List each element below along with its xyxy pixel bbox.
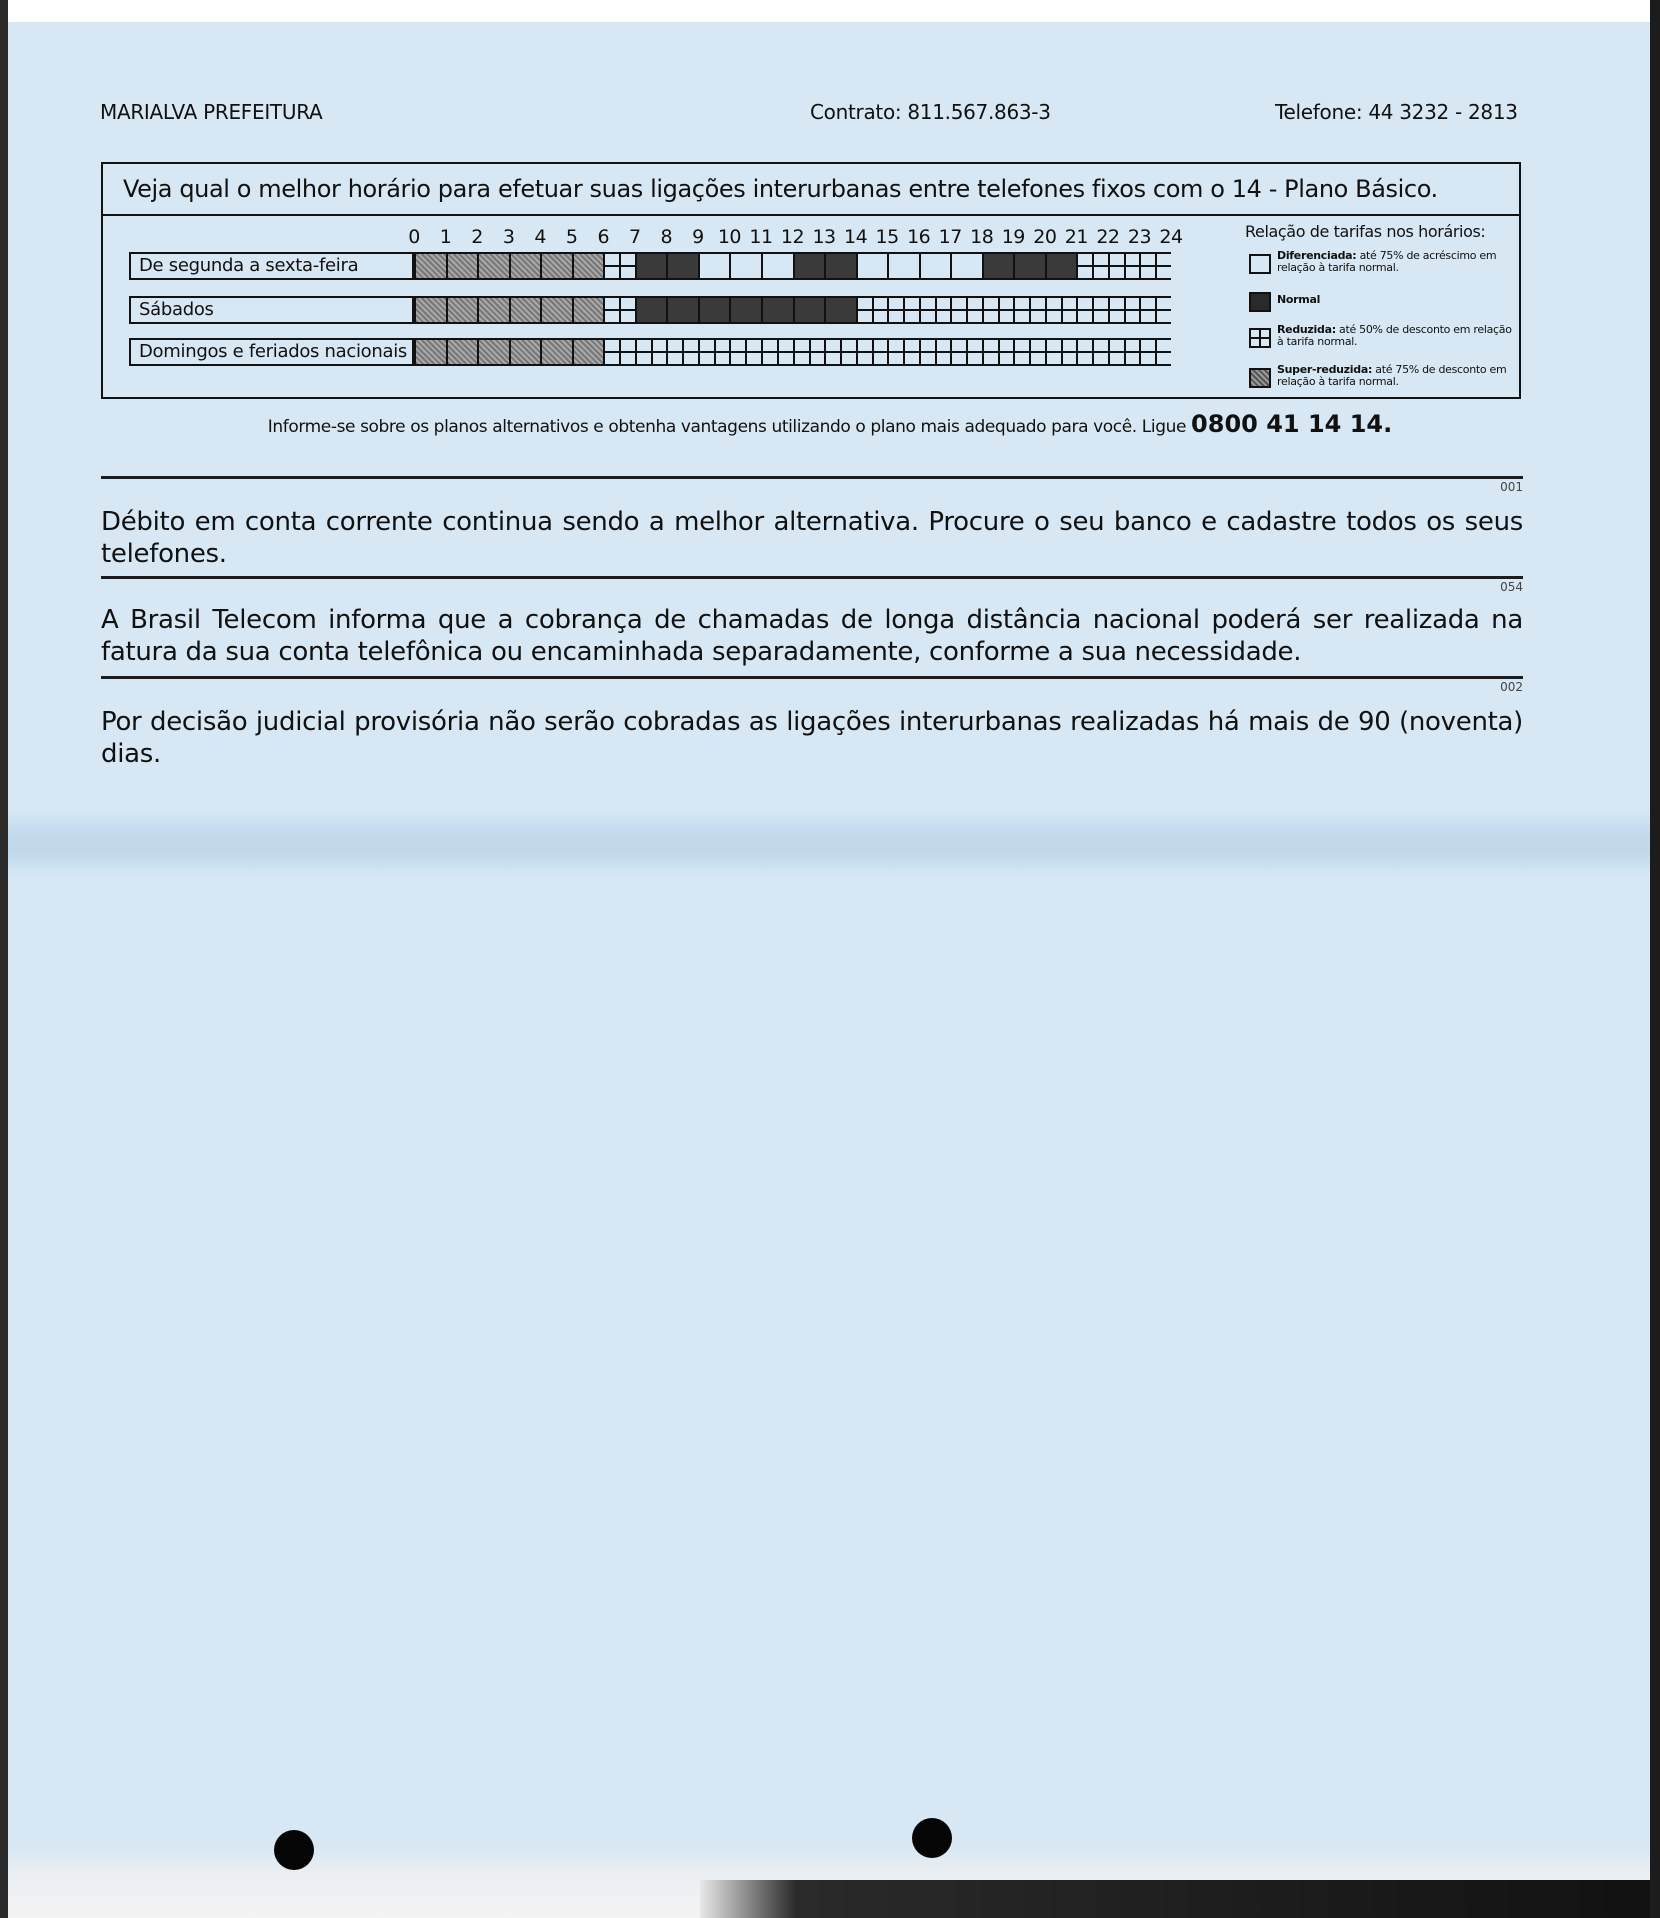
- tariff-cell-reduzida: [635, 340, 667, 364]
- tariff-cell-normal: [824, 298, 856, 322]
- hour-label: 15: [875, 226, 899, 248]
- tariff-schedule-box: [101, 162, 1521, 399]
- tariff-cell-normal: [729, 298, 761, 322]
- message-judicial: Por decisão judicial provisória não serão cobradas as ligações interurbanas realizadas há mais de 90 (noventa) dias.: [101, 707, 1523, 769]
- tariff-cell-super: [540, 298, 572, 322]
- hour-label: 2: [471, 226, 483, 248]
- tariff-cell-reduzida: [887, 340, 919, 364]
- tariff-cell-super: [540, 254, 572, 278]
- row-cells-saturdays: [414, 296, 1171, 324]
- tariff-cell-reduzida: [1076, 340, 1108, 364]
- tariff-cell-super: [477, 254, 509, 278]
- hour-label: 14: [843, 226, 868, 248]
- tariff-cell-normal: [793, 298, 825, 322]
- tariff-cell-reduzida: [1139, 254, 1171, 278]
- legend-name: Normal: [1277, 293, 1321, 306]
- tariff-cell-diferenciada: [698, 254, 730, 278]
- tariff-info-text: Informe-se sobre os planos alternativos e obtenha vantagens utilizando o plano mais adequado para você. Ligue: [267, 417, 1187, 437]
- tariff-cell-reduzida: [666, 340, 698, 364]
- divider: [101, 476, 1523, 479]
- tariff-cell-reduzida: [1139, 340, 1171, 364]
- hour-label: 5: [565, 226, 578, 248]
- tariff-cell-reduzida: [919, 340, 951, 364]
- tariff-cell-reduzida: [950, 340, 982, 364]
- tariff-legend: [1245, 222, 1515, 388]
- tariff-cell-diferenciada: [887, 254, 919, 278]
- tariff-cell-reduzida: [1013, 340, 1045, 364]
- legend-title: Relação de tarifas nos horários:: [1245, 222, 1486, 241]
- row-label-saturdays: Sábados: [129, 296, 414, 324]
- hour-label: 18: [970, 226, 994, 248]
- tariff-cell-diferenciada: [729, 254, 761, 278]
- tariff-cell-reduzida: [950, 298, 982, 322]
- hour-label: 13: [812, 226, 836, 248]
- tariff-cell-super: [477, 298, 509, 322]
- tariff-cell-super: [572, 298, 604, 322]
- tariff-info-phone: 0800 41 14 14.: [1191, 410, 1393, 438]
- message-code: 054: [1500, 580, 1523, 594]
- punch-hole: [912, 1818, 952, 1858]
- legend-swatch-diferenciada: [1249, 254, 1271, 274]
- hour-label: 20: [1033, 226, 1057, 248]
- tariff-cell-diferenciada: [761, 254, 793, 278]
- tariff-info: [0, 410, 1660, 438]
- tariff-cell-diferenciada: [950, 254, 982, 278]
- hour-label: 12: [780, 226, 805, 248]
- tariff-cell-reduzida: [729, 340, 761, 364]
- tariff-cell-reduzida: [982, 298, 1014, 322]
- phone-number: Telefone: 44 3232 - 2813: [1275, 100, 1518, 124]
- tariff-cell-normal: [635, 298, 667, 322]
- legend-desc: até 50% de desconto em relação à tarifa normal.: [1277, 323, 1512, 348]
- tariff-cell-super: [414, 254, 446, 278]
- legend-swatch-normal: [1249, 292, 1271, 312]
- legend-swatch-super: [1249, 368, 1271, 388]
- tariff-cell-reduzida: [1045, 340, 1077, 364]
- customer-name: MARIALVA PREFEITURA: [100, 100, 323, 124]
- hour-label: 6: [597, 226, 610, 248]
- message-code: 002: [1500, 680, 1523, 694]
- legend-name: Super-reduzida:: [1277, 363, 1373, 376]
- tariff-cell-reduzida: [887, 298, 919, 322]
- tariff-cell-super: [446, 254, 478, 278]
- tariff-cell-reduzida: [856, 340, 888, 364]
- divider: [101, 576, 1523, 579]
- contract-number: Contrato: 811.567.863-3: [810, 100, 1051, 124]
- legend-name: Reduzida:: [1277, 323, 1336, 336]
- tariff-title: Veja qual o melhor horário para efetuar suas ligações interurbanas entre telefones fixos com o 14 - Plano Básico.: [103, 164, 1519, 216]
- tariff-cell-reduzida: [761, 340, 793, 364]
- tariff-cell-normal: [761, 298, 793, 322]
- message-code: 001: [1500, 480, 1523, 494]
- tariff-cell-reduzida: [603, 254, 635, 278]
- row-label-sundays: Domingos e feriados nacionais: [129, 338, 414, 366]
- hour-label: 8: [660, 226, 673, 248]
- hour-label: 23: [1127, 226, 1152, 248]
- scan-edge-right: [1650, 0, 1660, 1918]
- hour-label: 17: [938, 226, 962, 248]
- hour-label: 4: [534, 226, 546, 248]
- legend-swatch-reduzida: [1249, 328, 1271, 348]
- tariff-cell-reduzida: [1045, 298, 1077, 322]
- legend-desc: até 75% de acréscimo em relação à tarifa normal.: [1277, 249, 1497, 274]
- tariff-cell-reduzida: [982, 340, 1014, 364]
- tariff-cell-diferenciada: [919, 254, 951, 278]
- tariff-cell-normal: [793, 254, 825, 278]
- row-label-weekdays: De segunda a sexta-feira: [129, 252, 414, 280]
- tariff-cell-reduzida: [1013, 298, 1045, 322]
- tariff-cell-super: [572, 254, 604, 278]
- scan-band: [0, 810, 1660, 880]
- tariff-cell-reduzida: [698, 340, 730, 364]
- divider: [101, 676, 1523, 679]
- tariff-cell-reduzida: [856, 298, 888, 322]
- hour-label: 3: [502, 226, 515, 248]
- tariff-cell-normal: [982, 254, 1014, 278]
- tariff-cell-reduzida: [824, 340, 856, 364]
- tariff-cell-normal: [666, 298, 698, 322]
- tariff-cell-reduzida: [1108, 340, 1140, 364]
- tariff-cell-normal: [1013, 254, 1045, 278]
- tariff-cell-diferenciada: [856, 254, 888, 278]
- hour-label: 21: [1064, 226, 1088, 248]
- tariff-cell-super: [414, 340, 446, 364]
- tariff-cell-reduzida: [793, 340, 825, 364]
- tariff-cell-super: [540, 340, 572, 364]
- tariff-cell-reduzida: [1076, 298, 1108, 322]
- message-long-distance: A Brasil Telecom informa que a cobrança de chamadas de longa distância nacional poderá ser realizada na fatura da sua conta telefônica ou encaminhada separadamente, conforme a sua necessidade.: [101, 605, 1523, 667]
- scan-edge-left: [0, 0, 8, 1918]
- tariff-cell-reduzida: [1108, 254, 1140, 278]
- tariff-cell-normal: [698, 298, 730, 322]
- scan-shadow: [700, 1880, 1660, 1918]
- tariff-cell-super: [446, 298, 478, 322]
- row-cells-sundays: [414, 338, 1171, 366]
- tariff-cell-super: [446, 340, 478, 364]
- hour-label: 7: [628, 226, 641, 248]
- tariff-cell-normal: [1045, 254, 1077, 278]
- tariff-cell-super: [509, 254, 541, 278]
- tariff-cell-super: [414, 298, 446, 322]
- hour-label: 24: [1159, 226, 1183, 248]
- hour-label: 1: [439, 226, 452, 248]
- punch-hole: [274, 1830, 314, 1870]
- tariff-cell-normal: [635, 254, 667, 278]
- scan-top-margin: [0, 0, 1660, 22]
- hour-label: 9: [692, 226, 704, 248]
- message-debit: Débito em conta corrente continua sendo a melhor alternativa. Procure o seu banco e cadastre todos os seus telefones.: [101, 507, 1523, 569]
- hour-label: 22: [1096, 226, 1120, 248]
- tariff-cell-normal: [824, 254, 856, 278]
- tariff-cell-reduzida: [603, 298, 635, 322]
- tariff-cell-reduzida: [919, 298, 951, 322]
- tariff-cell-reduzida: [603, 340, 635, 364]
- row-cells-weekdays: [414, 252, 1171, 280]
- tariff-cell-super: [509, 298, 541, 322]
- tariff-cell-reduzida: [1139, 298, 1171, 322]
- hour-label: 11: [749, 226, 773, 248]
- tariff-cell-super: [572, 340, 604, 364]
- legend-name: Diferenciada:: [1277, 249, 1357, 262]
- tariff-cell-super: [477, 340, 509, 364]
- hour-label: 0: [408, 226, 420, 248]
- hour-label: 10: [717, 226, 741, 248]
- hour-label: 19: [1001, 226, 1025, 248]
- hour-scale: [405, 226, 1265, 250]
- tariff-cell-normal: [666, 254, 698, 278]
- legend-desc: até 75% de desconto em relação à tarifa normal.: [1277, 363, 1507, 388]
- tariff-cell-super: [509, 340, 541, 364]
- hour-label: 16: [907, 226, 931, 248]
- tariff-cell-reduzida: [1108, 298, 1140, 322]
- tariff-cell-reduzida: [1076, 254, 1108, 278]
